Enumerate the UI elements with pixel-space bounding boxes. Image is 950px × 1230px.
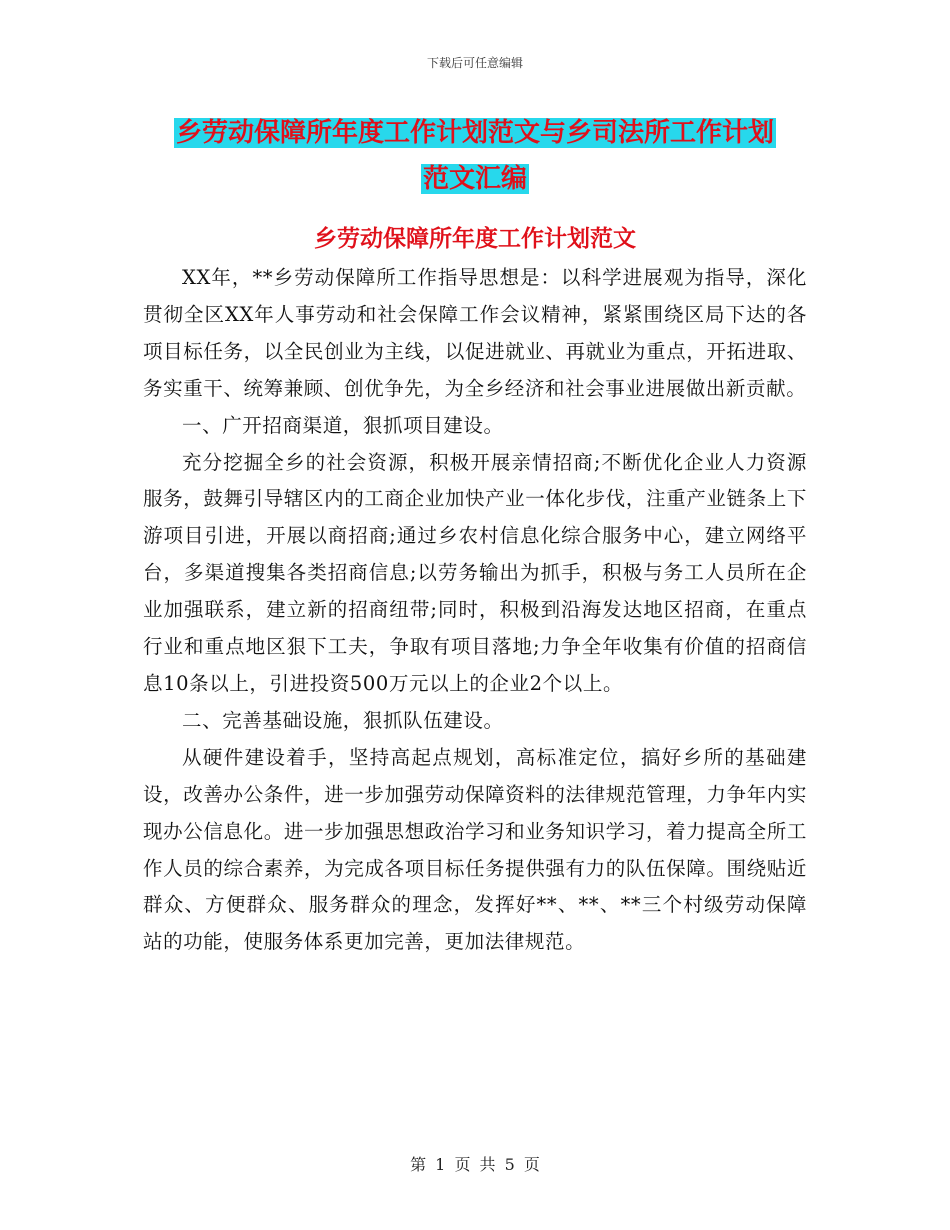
document-title <box>145 110 805 202</box>
section-title: 乡劳动保障所年度工作计划范文 <box>314 226 636 252</box>
paragraph-intro: XX年，**乡劳动保障所工作指导思想是：以科学进展观为指导，深化贯彻全区XX年人事劳动和社会保障工作会议精神，紧紧围绕区局下达的各项目标任务，以全民创业为主线，以促进就业、再就业为重点，开拓进取、务实重干、统筹兼顾、创优争先，为全乡经济和社会事业进展做出新贡献。 <box>143 266 807 400</box>
page-number: 第 1 页 共 5 页 <box>410 1155 540 1174</box>
header-note: 下载后可任意编辑 <box>426 56 523 70</box>
heading-item-1: 一、广开招商渠道，狠抓项目建设。 <box>182 413 504 437</box>
document-title-line1: 乡劳动保障所年度工作计划范文与乡司法所工作计划 <box>175 118 774 148</box>
document-body <box>143 260 807 961</box>
paragraph-item-2: 从硬件建设着手，坚持高起点规划，高标准定位，搞好乡所的基础建设，改善办公条件，进一步加强劳动保障资料的法律规范管理，力争年内实现办公信息化。进一步加强思想政治学习和业务知识学习，着力提高全所工作人员的综合素养，为完成各项目标任务提供强有力的队伍保障。围绕贴近群众、方便群众、服务群众的理念，发挥好**、**、**三个村级劳动保障站的功能，使服务体系更加完善，更加法律规范。 <box>143 745 807 954</box>
heading-item-2: 二、完善基础设施，狠抓队伍建设。 <box>182 708 504 732</box>
paragraph-item-1: 充分挖掘全乡的社会资源，积极开展亲情招商;不断优化企业人力资源服务，鼓舞引导辖区内的工商企业加快产业一体化步伐，注重产业链条上下游项目引进，开展以商招商;通过乡农村信息化综合服务中心，建立网络平台，多渠道搜集各类招商信息;以劳务输出为抓手，积极与务工人员所在企业加强联系，建立新的招商纽带;同时，积极到沿海发达地区招商，在重点行业和重点地区狠下工夫，争取有项目落地;力争全年收集有价值的招商信息10条以上，引进投资500万元以上的企业2个以上。 <box>143 450 807 695</box>
document-title-line2: 范文汇编 <box>422 164 527 194</box>
